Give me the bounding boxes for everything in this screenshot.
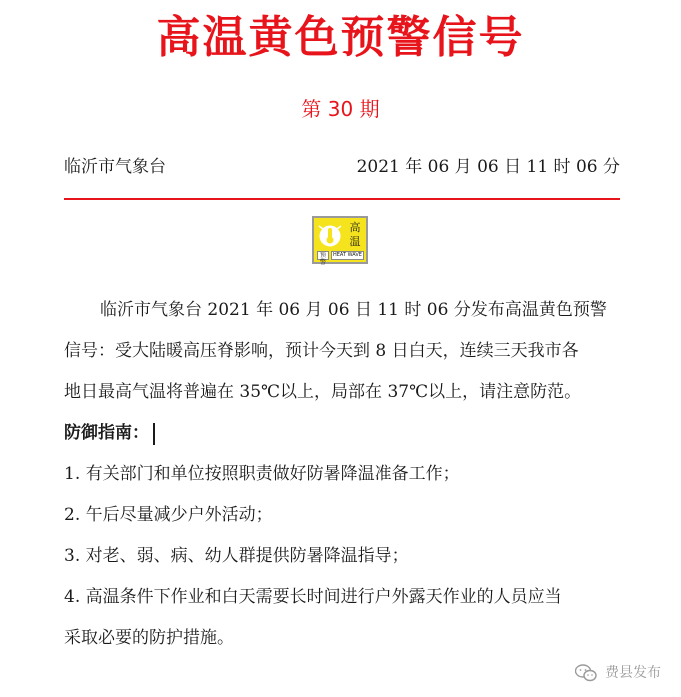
wechat-icon	[575, 664, 597, 682]
body-line: 临沂市气象台 2021 年 06 月 06 日 11 时 06 分发布高温黄色预警	[100, 300, 607, 320]
badge-cn-label: 预警	[317, 251, 329, 260]
meta-row	[64, 152, 620, 182]
red-divider	[64, 198, 620, 200]
guide-item: 1. 有关部门和单位按照职责做好防暑降温准备工作；	[64, 464, 460, 484]
watermark	[575, 659, 661, 687]
guide-item: 3. 对老、弱、病、幼人群提供防暑降温指导；	[64, 546, 409, 566]
issue-number: 第 30 期	[301, 97, 380, 121]
guide-heading: 防御指南：	[64, 423, 149, 443]
body-line: 信号：受大陆暖高压脊影响，预计今天到 8 日白天，连续三天我市各	[64, 341, 579, 361]
guide-item: 2. 午后尽量减少户外活动；	[64, 505, 273, 525]
organization: 临沂市气象台	[64, 157, 166, 177]
badge-en-label: HEAT WAVE	[331, 251, 364, 260]
heat-warning-yellow-icon	[312, 216, 368, 264]
badge-char-temp: 温	[349, 235, 361, 248]
issue-datetime: 2021 年 06 月 06 日 11 时 06 分	[356, 157, 620, 177]
page-title: 高温黄色预警信号	[156, 12, 525, 63]
guide-item: 4. 高温条件下作业和白天需要长时间进行户外露天作业的人员应当	[64, 587, 562, 607]
text-cursor	[153, 423, 155, 445]
badge-char-high: 高	[349, 221, 361, 234]
body-line: 地日最高气温将普遍在 35℃以上，局部在 37℃以上，请注意防范。	[64, 382, 582, 402]
watermark-text: 费县发布	[605, 665, 661, 681]
thermometer-icon	[317, 221, 343, 251]
warning-content	[64, 292, 622, 661]
guide-heading-row	[64, 415, 622, 456]
guide-item: 采取必要的防护措施。	[64, 628, 234, 648]
